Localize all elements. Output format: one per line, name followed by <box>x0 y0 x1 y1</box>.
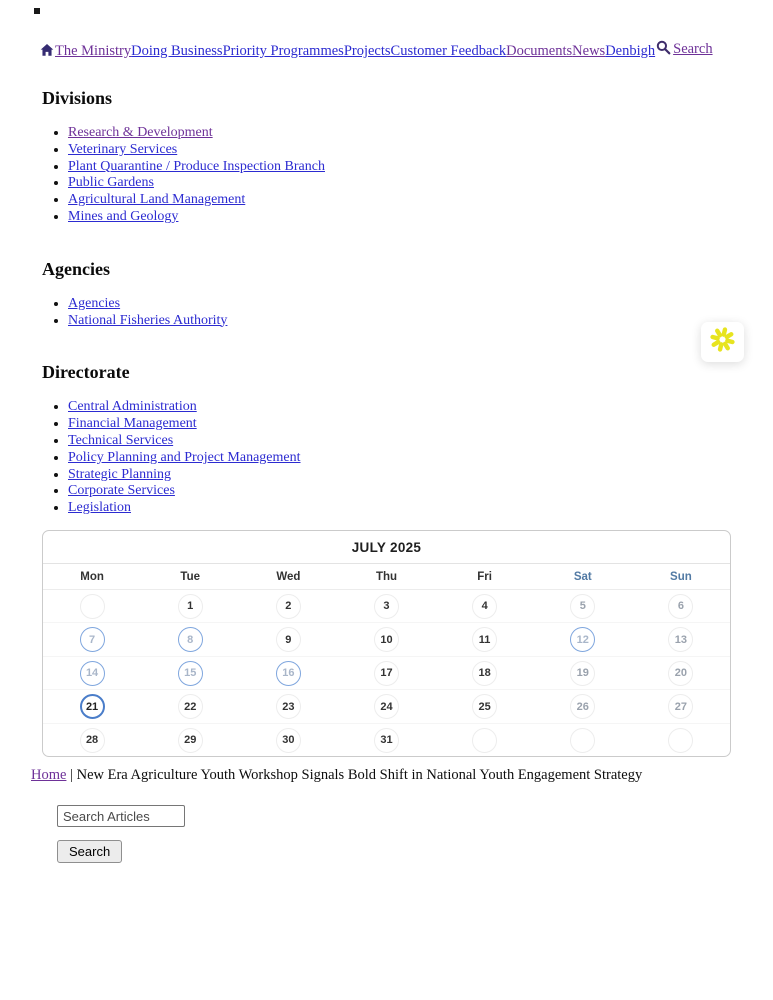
calendar-day[interactable]: 6 <box>632 590 730 623</box>
calendar-title: JULY 2025 <box>43 531 730 564</box>
day-header: Fri <box>477 570 492 583</box>
list-item <box>68 500 773 517</box>
list-item <box>68 125 773 142</box>
calendar-day[interactable]: 30 <box>239 723 337 757</box>
nav-link-news[interactable]: News <box>572 43 606 59</box>
article-title: New Era Agriculture Youth Workshop Signals Bold Shift in National Youth Engagement Strategy <box>76 767 643 784</box>
calendar-day[interactable]: 26 <box>534 689 632 723</box>
calendar-day[interactable]: 4 <box>436 590 534 623</box>
calendar-day[interactable]: 15 <box>141 656 239 690</box>
calendar-day[interactable]: 2 <box>239 590 337 623</box>
nav-search-link[interactable] <box>655 40 712 60</box>
day-header: Wed <box>276 570 301 583</box>
day-header: Tue <box>180 570 200 583</box>
article-search <box>57 805 773 827</box>
link-plant-quarantine[interactable]: Plant Quarantine / Produce Inspection Branch <box>68 158 325 174</box>
calendar-day[interactable]: 13 <box>632 622 730 656</box>
nav-link-documents[interactable]: Documents <box>506 43 573 59</box>
calendar-day[interactable]: 27 <box>632 689 730 723</box>
calendar-grid <box>43 590 730 757</box>
nav-link-projects[interactable]: Projects <box>343 43 391 59</box>
breadcrumb-separator: | <box>70 767 73 784</box>
calendar-day[interactable]: 20 <box>632 656 730 690</box>
section-heading-directorate: Directorate <box>42 362 130 383</box>
calendar-day[interactable]: 28 <box>43 723 141 757</box>
list-item <box>68 296 773 313</box>
link-agencies[interactable]: Agencies <box>68 295 121 311</box>
nav-link-doing-business[interactable]: Doing Business <box>131 43 223 59</box>
page-top-marker <box>34 8 40 14</box>
list-item <box>68 209 773 226</box>
home-link[interactable]: Home <box>31 767 67 784</box>
link-national-fisheries-authority[interactable]: National Fisheries Authority <box>68 312 228 328</box>
list-item <box>68 433 773 450</box>
calendar-day[interactable]: 8 <box>141 622 239 656</box>
nav-search-label: Search <box>673 41 713 57</box>
link-legislation[interactable]: Legislation <box>68 500 131 516</box>
calendar-day-headers <box>43 564 730 590</box>
divisions-list <box>42 125 773 226</box>
link-strategic-planning[interactable]: Strategic Planning <box>68 466 172 482</box>
calendar-day[interactable]: 19 <box>534 656 632 690</box>
list-item <box>68 142 773 159</box>
link-technical-services[interactable]: Technical Services <box>68 432 174 448</box>
calendar-day[interactable]: 17 <box>337 656 435 690</box>
calendar-day[interactable]: 22 <box>141 689 239 723</box>
agencies-list <box>42 296 773 330</box>
link-mines-and-geology[interactable]: Mines and Geology <box>68 208 179 224</box>
search-articles-button[interactable]: Search <box>57 840 122 863</box>
calendar-day[interactable]: 16 <box>239 656 337 690</box>
list-item <box>68 467 773 484</box>
calendar-day[interactable]: 14 <box>43 656 141 690</box>
nav-link-priority-programmes[interactable]: Priority Programmes <box>222 43 344 59</box>
calendar-day[interactable]: 12 <box>534 622 632 656</box>
day-header: Mon <box>80 570 104 583</box>
link-public-gardens[interactable]: Public Gardens <box>68 175 154 191</box>
list-item <box>68 483 773 500</box>
main-nav <box>40 40 773 62</box>
list-item <box>68 416 773 433</box>
directorate-list <box>42 399 773 517</box>
link-financial-management[interactable]: Financial Management <box>68 416 197 432</box>
calendar-day[interactable]: 5 <box>534 590 632 623</box>
calendar-day[interactable]: 25 <box>436 689 534 723</box>
day-header: Thu <box>375 570 398 583</box>
link-agricultural-land-management[interactable]: Agricultural Land Management <box>68 192 246 208</box>
accessibility-widget-button[interactable] <box>701 322 744 362</box>
link-veterinary-services[interactable]: Veterinary Services <box>68 141 178 157</box>
list-item <box>68 159 773 176</box>
link-research-development[interactable]: Research & Development <box>68 124 213 140</box>
section-heading-agencies: Agencies <box>42 258 110 279</box>
calendar-day[interactable]: 1 <box>141 590 239 623</box>
nav-link-the-ministry[interactable]: The Ministry <box>55 43 132 59</box>
calendar-day[interactable] <box>534 723 632 757</box>
calendar-day[interactable]: 7 <box>43 622 141 656</box>
calendar-day[interactable]: 10 <box>337 622 435 656</box>
calendar-day[interactable]: 21 <box>43 689 141 723</box>
list-item <box>68 175 773 192</box>
calendar-day[interactable] <box>632 723 730 757</box>
calendar-day[interactable]: 11 <box>436 622 534 656</box>
list-item <box>68 192 773 209</box>
calendar-day[interactable]: 23 <box>239 689 337 723</box>
link-central-administration[interactable]: Central Administration <box>68 399 197 415</box>
list-item <box>68 399 773 416</box>
search-icon <box>656 40 671 60</box>
home-icon[interactable] <box>40 43 54 62</box>
link-policy-planning-project-management[interactable]: Policy Planning and Project Management <box>68 449 301 465</box>
nav-link-denbigh[interactable]: Denbigh <box>605 43 656 59</box>
calendar-day[interactable] <box>43 590 141 623</box>
day-header: Sat <box>573 570 592 583</box>
calendar <box>42 530 731 758</box>
calendar-day[interactable]: 3 <box>337 590 435 623</box>
calendar-day[interactable]: 18 <box>436 656 534 690</box>
calendar-day[interactable] <box>436 723 534 757</box>
search-articles-input[interactable] <box>57 805 185 827</box>
calendar-day[interactable]: 31 <box>337 723 435 757</box>
asterisk-icon <box>709 326 736 358</box>
breadcrumb <box>31 767 773 784</box>
link-corporate-services[interactable]: Corporate Services <box>68 483 175 499</box>
calendar-day[interactable]: 24 <box>337 689 435 723</box>
nav-link-customer-feedback[interactable]: Customer Feedback <box>390 43 507 59</box>
list-item <box>68 450 773 467</box>
day-header: Sun <box>670 570 692 583</box>
section-heading-divisions: Divisions <box>42 87 113 108</box>
calendar-day[interactable]: 9 <box>239 622 337 656</box>
calendar-day[interactable]: 29 <box>141 723 239 757</box>
list-item <box>68 313 773 330</box>
